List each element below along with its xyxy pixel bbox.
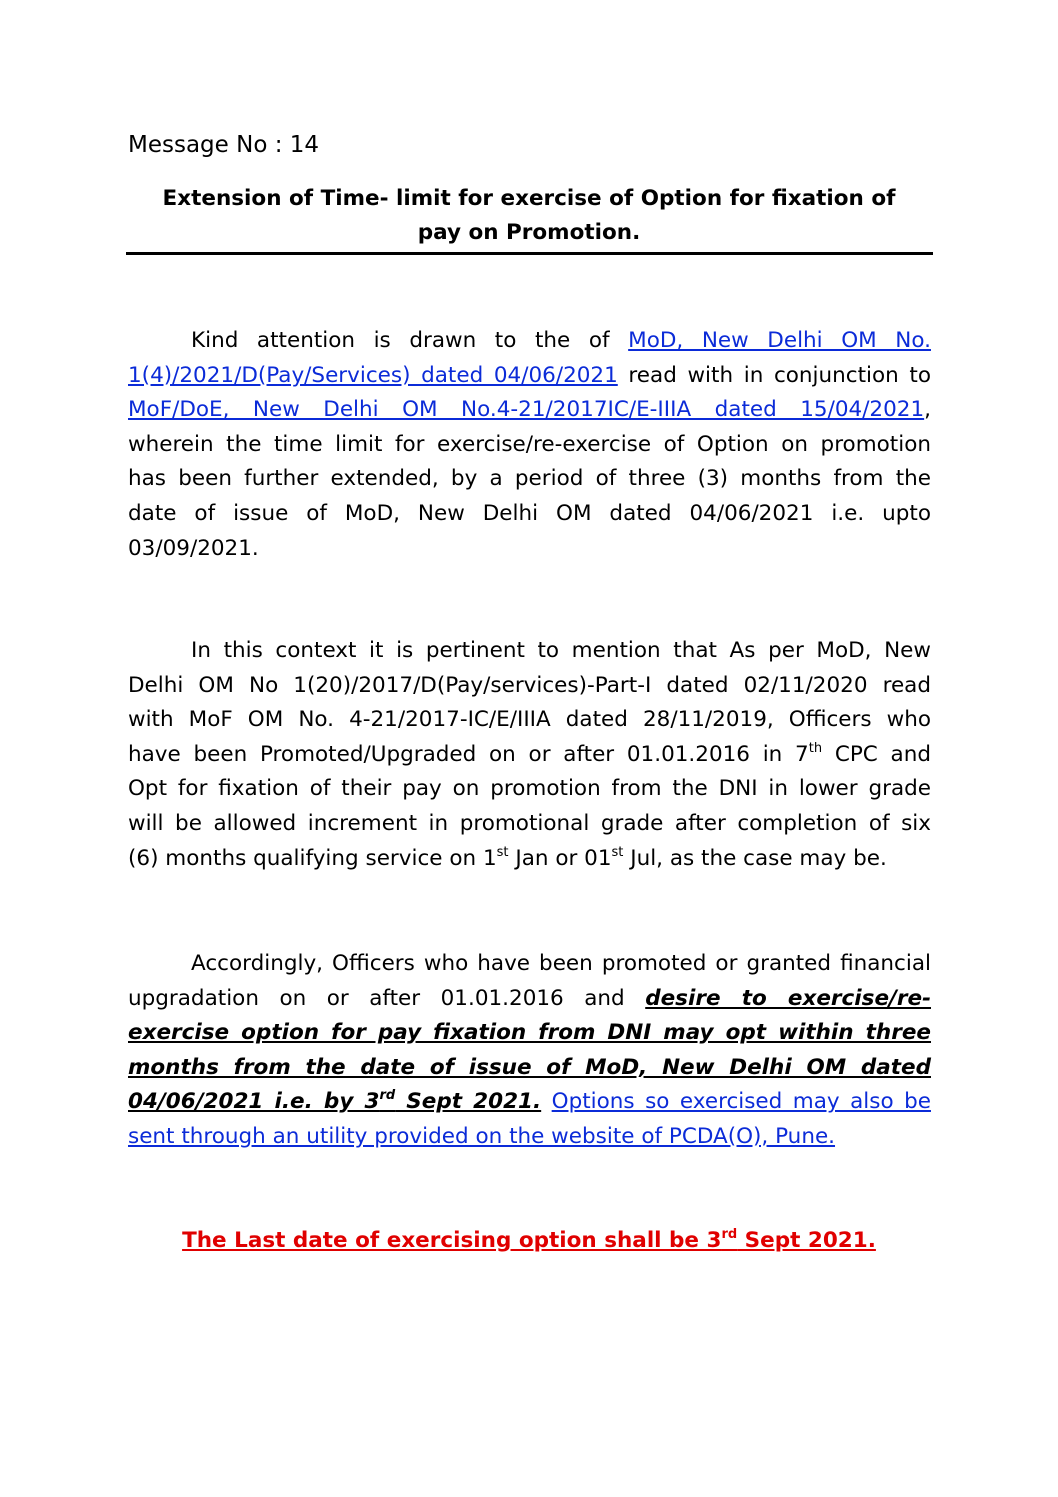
paragraph-2-line: In this context it is pertinent to mention that As per MoD, New [191, 638, 931, 663]
paragraph-1-line [128, 359, 931, 394]
paragraph-1-text: Kind attention is drawn to the of [191, 328, 610, 353]
paragraph-1-line: has been further extended, by a period of three (3) months from the [128, 466, 931, 492]
paragraph-2-line: will be allowed increment in promotional grade after completion of six [128, 810, 931, 836]
title-line-1: Extension of Time- limit for exercise of Option for fixation of [162, 186, 896, 211]
paragraph-2-text: Jan or 01 [508, 845, 612, 871]
superscript: st [611, 844, 624, 860]
paragraph-2-line: Opt for fixation of their pay on promotion from the DNI in lower grade [128, 776, 931, 802]
paragraph-2-text: Jul, as the case may be. [623, 845, 887, 871]
mod-om-number-link[interactable]: 1(4)/2021/D(Pay/Services) dated 04/06/2021 [128, 362, 618, 388]
superscript: th [808, 740, 823, 756]
paragraph-3-line [128, 1120, 931, 1155]
paragraph-3 [128, 947, 931, 1155]
paragraph-3-text: upgradation on or after 01.01.2016 and [128, 985, 646, 1011]
paragraph-1-text: , [924, 397, 931, 423]
superscript: st [496, 844, 509, 860]
message-number: Message No : 14 [128, 132, 320, 158]
paragraph-2-line: Delhi OM No 1(20)/2017/D(Pay/services)-Part-I dated 02/11/2020 read [128, 672, 931, 698]
paragraph-2 [128, 634, 931, 876]
emphasized-line: exercise option for pay fixation from DNI may opt within three [128, 1020, 931, 1046]
document-title [126, 182, 932, 250]
options-utility-link[interactable]: Options so exercised may also be [551, 1089, 931, 1115]
pcda-website-link[interactable]: sent through an utility provided on the website of PCDA(O), Pune. [128, 1123, 836, 1149]
emphasized-line: months from the date of issue of MoD, New Delhi OM dated [128, 1054, 931, 1080]
paragraph-3-line: Accordingly, Officers who have been promoted or granted financial [191, 951, 931, 976]
paragraph-1-line [128, 393, 931, 428]
paragraph-1 [128, 324, 931, 566]
emphasized-text: desire to exercise/re- [645, 985, 931, 1011]
paragraph-1-text: read with in conjunction to [628, 362, 931, 388]
last-date-text: Sept 2021. [737, 1228, 876, 1253]
superscript: rd [379, 1088, 396, 1104]
paragraph-2-text: CPC and [822, 741, 931, 767]
mof-doe-om-link[interactable]: MoF/DoE, New Delhi OM No.4-21/2017IC/E-IIIA dated 15/04/2021 [128, 397, 925, 423]
paragraph-2-line [128, 738, 931, 773]
last-date-text: The Last date of exercising option shall be 3 [182, 1228, 722, 1253]
last-date-notice [126, 1224, 932, 1258]
paragraph-1-line: 03/09/2021. [128, 535, 259, 561]
paragraph-2-text: have been Promoted/Upgraded on or after 01.01.2016 in 7 [128, 741, 809, 767]
paragraph-3-line [128, 1085, 931, 1120]
emphasized-text-part: Sept 2021. [395, 1089, 542, 1115]
paragraph-2-line [128, 842, 931, 877]
paragraph-3-line [128, 982, 931, 1017]
paragraph-1-line: wherein the time limit for exercise/re-exercise of Option on promotion [128, 431, 931, 457]
mod-om-link[interactable]: MoD, New Delhi OM No. [628, 328, 931, 353]
paragraph-1-line: date of issue of MoD, New Delhi OM dated 04/06/2021 i.e. upto [128, 500, 931, 526]
title-line-2: pay on Promotion. [417, 220, 641, 245]
emphasized-text-part: 04/06/2021 i.e. by 3 [128, 1089, 380, 1115]
title-underline-rule [126, 252, 933, 255]
paragraph-2-line: with MoF OM No. 4-21/2017-IC/E/IIIA dated 28/11/2019, Officers who [128, 707, 931, 733]
paragraph-1-line [128, 324, 931, 359]
superscript: rd [721, 1227, 738, 1242]
paragraph-2-text: (6) months qualifying service on 1 [128, 845, 497, 871]
emphasized-text [128, 1089, 541, 1114]
